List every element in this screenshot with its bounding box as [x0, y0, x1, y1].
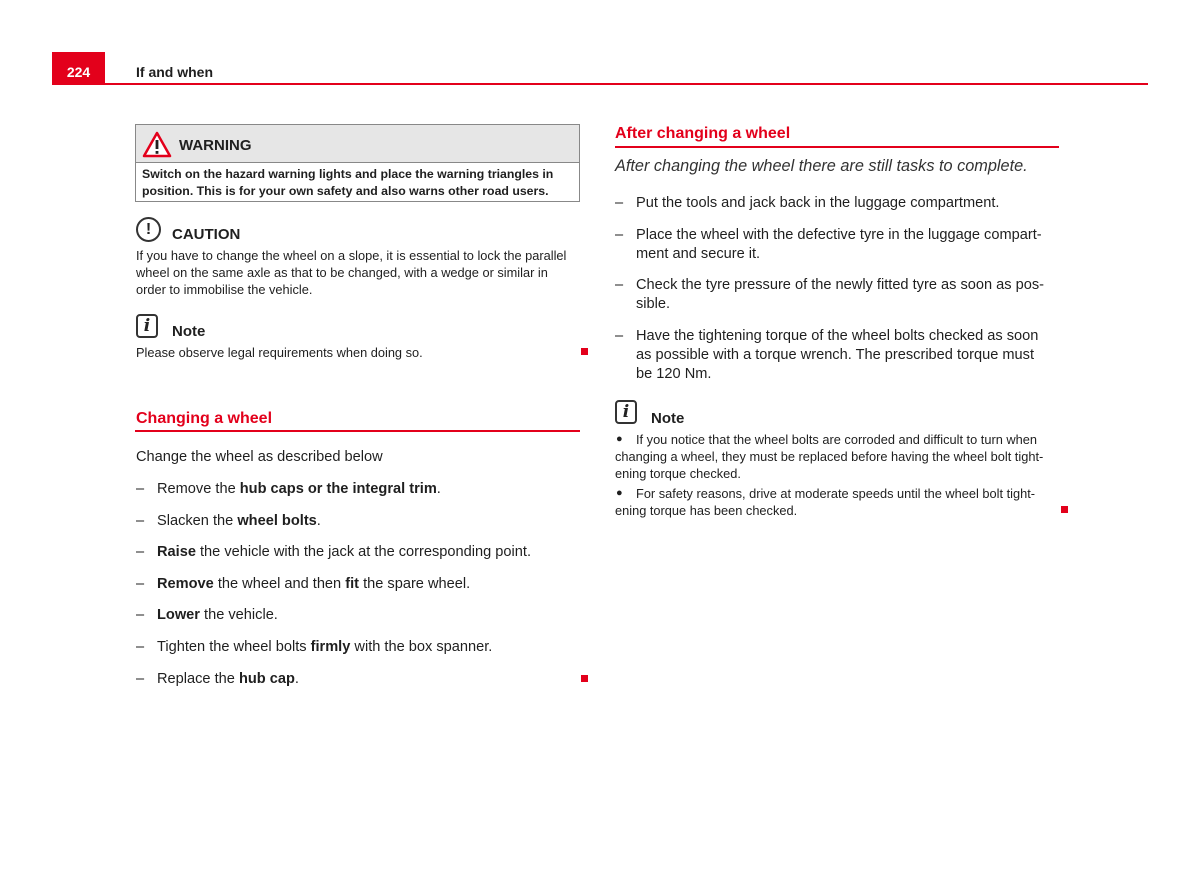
header-rule	[52, 83, 1148, 85]
list-item: – Remove the hub caps or the integral trim.	[136, 481, 441, 497]
list-item: – Replace the hub cap.	[136, 670, 299, 687]
intro-text: After changing the wheel there are still tasks to complete.	[615, 157, 1028, 175]
section-end-mark	[1061, 506, 1068, 513]
section-heading-changing-wheel: Changing a wheel	[136, 410, 273, 427]
caution-line: wheel on the same axle as that to be changed, with a wedge or similar in	[136, 265, 548, 280]
note-title: Note	[651, 410, 685, 427]
caution-title: CAUTION	[172, 226, 241, 243]
info-icon: i	[615, 400, 637, 424]
page-number: 224	[66, 64, 91, 80]
list-item: – Remove the wheel and then fit the spare wheel.	[136, 575, 471, 592]
intro-text: Change the wheel as described below	[136, 449, 383, 465]
caution-text	[136, 247, 586, 298]
section-end-mark	[581, 348, 588, 355]
step-list	[615, 194, 1065, 384]
list-item: – Tighten the wheel bolts firmly with the box spanner.	[136, 638, 493, 655]
caution-line: If you have to change the wheel on a slope, it is essential to lock the parallel	[136, 248, 567, 263]
list-item: – Lower the vehicle.	[136, 607, 278, 624]
list-item: – Place the wheel with the defective tyre in the luggage compart- ment and secure it.	[615, 226, 1042, 262]
note-title: Note	[172, 323, 206, 340]
section-rule	[135, 430, 580, 432]
section-heading-after-changing: After changing a wheel	[615, 125, 791, 142]
note-bullets	[615, 431, 1070, 519]
list-item: – Check the tyre pressure of the newly fitted tyre as soon as pos- sible.	[615, 277, 1045, 313]
warning-text: Switch on the hazard warning lights and place the warning triangles in position. This is for your own safety and also warns other road users.	[142, 167, 554, 198]
caution-exclamation-icon: !	[136, 217, 161, 242]
list-item: – Put the tools and jack back in the luggage compartment.	[615, 195, 1000, 211]
list-item: ● If you notice that the wheel bolts are corroded and difficult to turn when changing a wheel, they must be replaced before having the wheel bolt tight- ening torque checked.	[615, 432, 1044, 481]
list-item: – Raise the vehicle with the jack at the corresponding point.	[136, 544, 531, 561]
note-text: Please observe legal requirements when doing so.	[136, 345, 423, 360]
warning-box	[135, 124, 580, 202]
list-item: – Slacken the wheel bolts.	[136, 512, 321, 529]
section-rule	[615, 146, 1059, 148]
step-list	[136, 480, 596, 701]
warning-title: WARNING	[179, 137, 252, 154]
info-icon: i	[136, 314, 158, 338]
warning-header	[136, 125, 579, 163]
section-end-mark	[581, 675, 588, 682]
warning-triangle-icon	[142, 131, 172, 158]
list-item: – Have the tightening torque of the wheel bolts checked as soon as possible with a torque wrench. The prescribed torque must be 120 Nm.	[615, 327, 1039, 382]
chapter-title: If and when	[136, 64, 213, 80]
caution-line: order to immobilise the vehicle.	[136, 282, 313, 297]
list-item: ● For safety reasons, drive at moderate speeds until the wheel bolt tight- ening torque has been checked.	[615, 486, 1036, 518]
